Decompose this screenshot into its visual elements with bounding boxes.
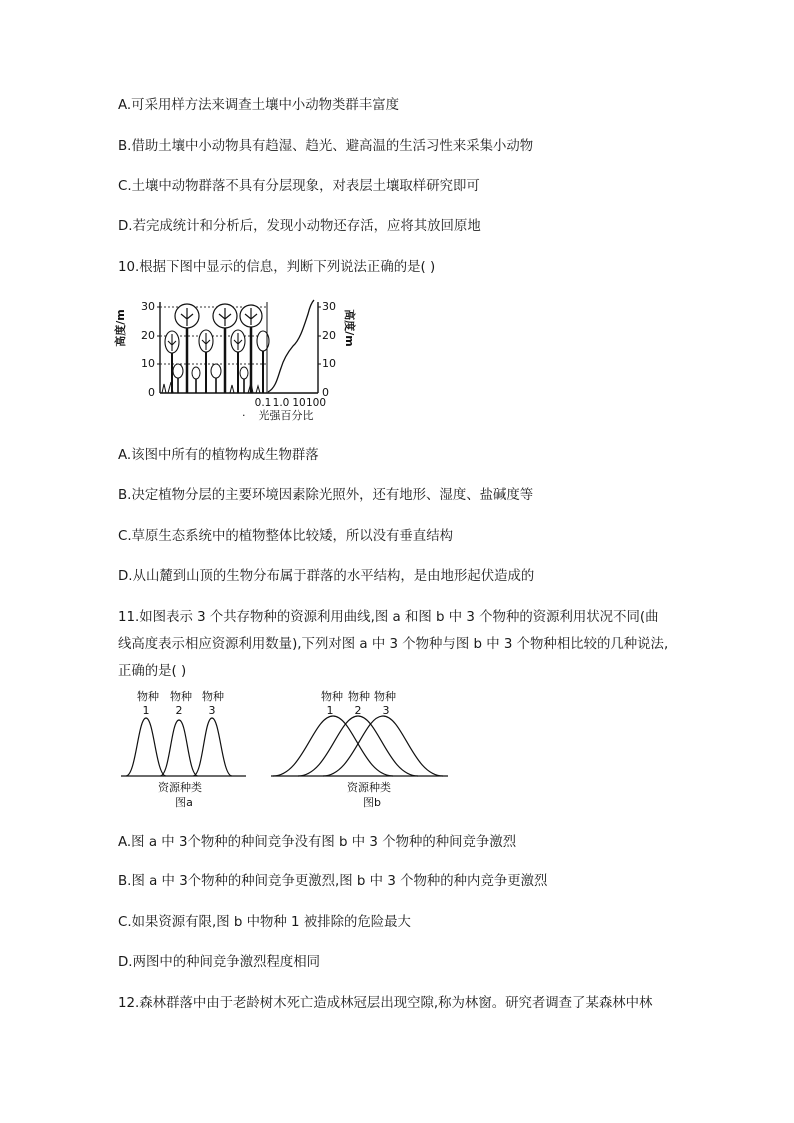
q10-shrubs (173, 364, 248, 393)
q10-ytick-right-10: 10 (322, 357, 336, 370)
q10-xtick-10: 10 (292, 397, 306, 409)
q12-stem: 12.森林群落中由于老龄树木死亡造成林冠层出现空隙,称为林窗。研究者调查了某森林中林 (118, 996, 653, 1011)
q10-option-a: A.该图中所有的植物构成生物群落 (118, 448, 319, 463)
q10-xtick-100: 100 (305, 397, 327, 409)
fig-a-curve-3 (193, 718, 232, 776)
q10-ytick-right-20: 20 (322, 329, 336, 342)
q11-option-a: A.图 a 中 3个物种的种间竞争没有图 b 中 3 个物种的种间竞争激烈 (118, 835, 517, 850)
q10-tall-trees (175, 304, 262, 393)
q10-ytick-left-0: 0 (148, 386, 155, 399)
fig-a-caption: 图a (175, 796, 193, 809)
fig-a-species-word-2: 物种 (170, 690, 192, 703)
fig-b-species-3: 3 (382, 704, 390, 717)
fig-a-species-1: 1 (142, 704, 150, 717)
q11-stem-line3: 正确的是( ) (118, 664, 187, 679)
q10-mid-trees (165, 330, 269, 393)
fig-b-species-word-3: 物种 (374, 690, 396, 703)
q10-xlabel: 光强百分比 (258, 409, 314, 422)
fig-b-caption: 图b (363, 796, 381, 809)
fig-a-species-word-3: 物种 (202, 690, 224, 703)
fig-b-species-word-2: 物种 (348, 690, 370, 703)
q9-option-d: D.若完成统计和分析后，发现小动物还存活，应将其放回原地 (118, 219, 481, 234)
fig-a-species-2: 2 (175, 704, 183, 717)
q11-option-b: B.图 a 中 3个物种的种间竞争更激烈,图 b 中 3 个物种的种内竞争更激烈 (118, 874, 548, 889)
q10-light-curve (268, 300, 314, 392)
q10-ytick-right-0: 0 (322, 386, 329, 399)
fig-b-species-2: 2 (354, 704, 362, 717)
fig-a-curve-2 (160, 720, 198, 776)
fig-a-species-3: 3 (208, 704, 216, 717)
q11-stem-line2: 线高度表示相应资源利用数量),下列对图 a 中 3 个物种与图 b 中 3 个物种相比较的几种说法, (118, 637, 669, 652)
fig-b-curve-1 (273, 716, 393, 776)
q10-mark: · (242, 409, 246, 422)
q10-stem: 10.根据下图中显示的信息，判断下列说法正确的是( ) (118, 260, 436, 275)
q10-figure-forest-light (114, 296, 358, 422)
fig-a-xlabel: 资源种类 (158, 781, 202, 794)
q10-ytick-left-30: 30 (141, 300, 155, 313)
q11-option-d: D.两图中的种间竞争激烈程度相同 (118, 955, 321, 970)
q10-right-ylabel: 高度/m (343, 309, 356, 347)
fig-b-species-word-1: 物种 (321, 690, 343, 703)
q9-option-a: A.可采用样方法来调查土壤中小动物类群丰富度 (118, 98, 399, 113)
fig-b-species-1: 1 (326, 704, 334, 717)
fig-a-curve-1 (126, 718, 166, 776)
q10-option-c: C.草原生态系统中的植物整体比较矮，所以没有垂直结构 (118, 529, 453, 544)
q10-left-ylabel: 高度/m (114, 309, 127, 347)
q10-option-b: B.决定植物分层的主要环境因素除光照外，还有地形、湿度、盐碱度等 (118, 488, 534, 503)
q10-xtick-0-1: 0.1 (254, 397, 272, 409)
q10-option-d: D.从山麓到山顶的生物分布属于群落的水平结构，是由地形起伏造成的 (118, 569, 535, 584)
fig-b-curve-2 (298, 716, 418, 776)
q10-ytick-left-20: 20 (141, 329, 155, 342)
fig-b-xlabel: 资源种类 (347, 781, 391, 794)
q11-figure-a (118, 688, 258, 813)
q11-figure-b (268, 688, 453, 813)
q10-xtick-1-0: 1.0 (272, 397, 290, 409)
fig-a-species-word-1: 物种 (137, 690, 159, 703)
q11-stem-line1: 11.如图表示 3 个共存物种的资源利用曲线,图 a 和图 b 中 3 个物种的资源利用状况不同(曲 (118, 610, 659, 625)
q10-ytick-left-10: 10 (141, 357, 155, 370)
q10-ytick-right-30: 30 (322, 300, 336, 313)
q9-option-b: B.借助土壤中小动物具有趋湿、趋光、避高温的生活习性来采集小动物 (118, 139, 534, 154)
q11-option-c: C.如果资源有限,图 b 中物种 1 被排除的危险最大 (118, 915, 411, 930)
q9-option-c: C.土壤中动物群落不具有分层现象，对表层土壤取样研究即可 (118, 179, 480, 194)
fig-b-curve-3 (323, 716, 443, 776)
